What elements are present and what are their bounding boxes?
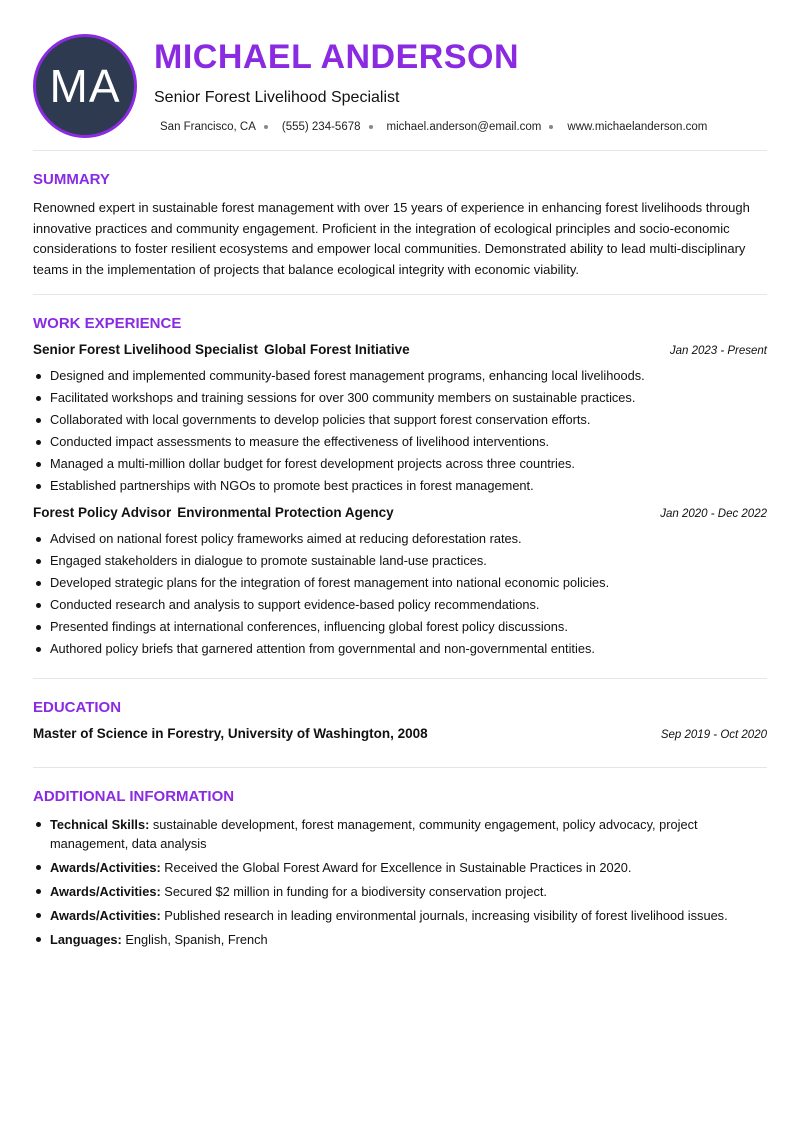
list-item: Conducted research and analysis to support evidence-based policy recommendations.	[33, 594, 767, 616]
list-item: Managed a multi-million dollar budget for forest development projects across three countries.	[33, 453, 767, 475]
list-item	[33, 815, 767, 853]
section-title: SUMMARY	[33, 171, 110, 188]
job-company: Environmental Protection Agency	[177, 505, 394, 520]
list-item	[33, 858, 767, 877]
list-item: Authored policy briefs that garnered attention from governmental and non-governmental entities.	[33, 638, 767, 660]
list-item: Designed and implemented community-based forest management programs, enhancing local livelihoods.	[33, 365, 767, 387]
additional-list	[33, 815, 767, 949]
item-label: Awards/Activities:	[50, 884, 161, 899]
avatar: MA	[33, 34, 137, 138]
contact-location: San Francisco, CA	[160, 121, 256, 133]
dot-separator-icon	[369, 125, 373, 129]
item-label: Languages:	[50, 932, 122, 947]
job-title	[33, 505, 394, 520]
list-item	[33, 930, 767, 949]
contact-email[interactable]: michael.anderson@email.com	[386, 121, 542, 133]
job-header	[33, 505, 767, 520]
experience-section	[33, 295, 767, 660]
dot-separator-icon	[549, 125, 553, 129]
job-company: Global Forest Initiative	[264, 342, 410, 357]
contact-info	[160, 121, 707, 133]
section-title: WORK EXPERIENCE	[33, 315, 182, 332]
resume-header	[33, 0, 767, 150]
additional-section	[33, 768, 767, 949]
list-item	[33, 906, 767, 925]
summary-text: Renowned expert in sustainable forest management with over 15 years of experience in enhancing forest livelihoods through innovative practices and community engagement. Proficient in the integration of ecological principles and socio-economic considerations to foster resilient ecosystems and empower local communities. Demonstrated ability to lead multi-disciplinary teams in the implementation of projects that balance ecological integrity with economic viability.	[33, 200, 750, 277]
contact-phone: (555) 234-5678	[281, 121, 361, 133]
list-item: Developed strategic plans for the integration of forest management into national economic policies.	[33, 572, 767, 594]
item-label: Technical Skills:	[50, 817, 150, 832]
list-item: Engaged stakeholders in dialogue to promote sustainable land-use practices.	[33, 550, 767, 572]
job-entry	[33, 505, 767, 660]
job-bullets	[33, 365, 767, 497]
section-title: EDUCATION	[33, 699, 122, 716]
job-dates: Jan 2020 - Dec 2022	[660, 508, 767, 520]
item-text: sustainable development, forest management, community engagement, policy advocacy, project management, data analysis	[50, 817, 698, 851]
candidate-name: MICHAEL ANDERSON	[154, 38, 520, 76]
education-section	[33, 679, 767, 741]
section-title: ADDITIONAL INFORMATION	[33, 788, 235, 805]
list-item: Presented findings at international conferences, influencing global forest policy discussions.	[33, 616, 767, 638]
education-entry	[33, 726, 767, 741]
item-text: English, Spanish, French	[125, 932, 268, 947]
dot-separator-icon	[264, 125, 268, 129]
education-dates: Sep 2019 - Oct 2020	[660, 729, 767, 741]
job-dates: Jan 2023 - Present	[669, 345, 767, 357]
job-role: Senior Forest Livelihood Specialist	[33, 342, 259, 357]
item-text: Secured $2 million in funding for a biodiversity conservation project.	[164, 884, 547, 899]
job-header	[33, 342, 767, 357]
item-label: Awards/Activities:	[50, 908, 161, 923]
list-item: Facilitated workshops and training sessions for over 300 community members on sustainable practices.	[33, 387, 767, 409]
list-item: Conducted impact assessments to measure the effectiveness of livelihood interventions.	[33, 431, 767, 453]
job-role: Forest Policy Advisor	[33, 505, 172, 520]
job-list	[33, 342, 767, 660]
list-item: Established partnerships with NGOs to promote best practices in forest management.	[33, 475, 767, 497]
degree: Master of Science in Forestry, University of Washington, 2008	[33, 726, 428, 741]
item-text: Received the Global Forest Award for Excellence in Sustainable Practices in 2020.	[164, 860, 632, 875]
summary-section	[33, 151, 767, 280]
job-entry	[33, 342, 767, 497]
item-label: Awards/Activities:	[50, 860, 161, 875]
list-item	[33, 882, 767, 901]
list-item: Collaborated with local governments to develop policies that support forest conservation efforts.	[33, 409, 767, 431]
job-title	[33, 342, 410, 357]
job-bullets	[33, 528, 767, 660]
contact-website[interactable]: www.michaelanderson.com	[567, 121, 708, 133]
candidate-role: Senior Forest Livelihood Specialist	[154, 89, 400, 106]
list-item: Advised on national forest policy frameworks aimed at reducing deforestation rates.	[33, 528, 767, 550]
item-text: Published research in leading environmental journals, increasing visibility of forest livelihood issues.	[164, 908, 728, 923]
